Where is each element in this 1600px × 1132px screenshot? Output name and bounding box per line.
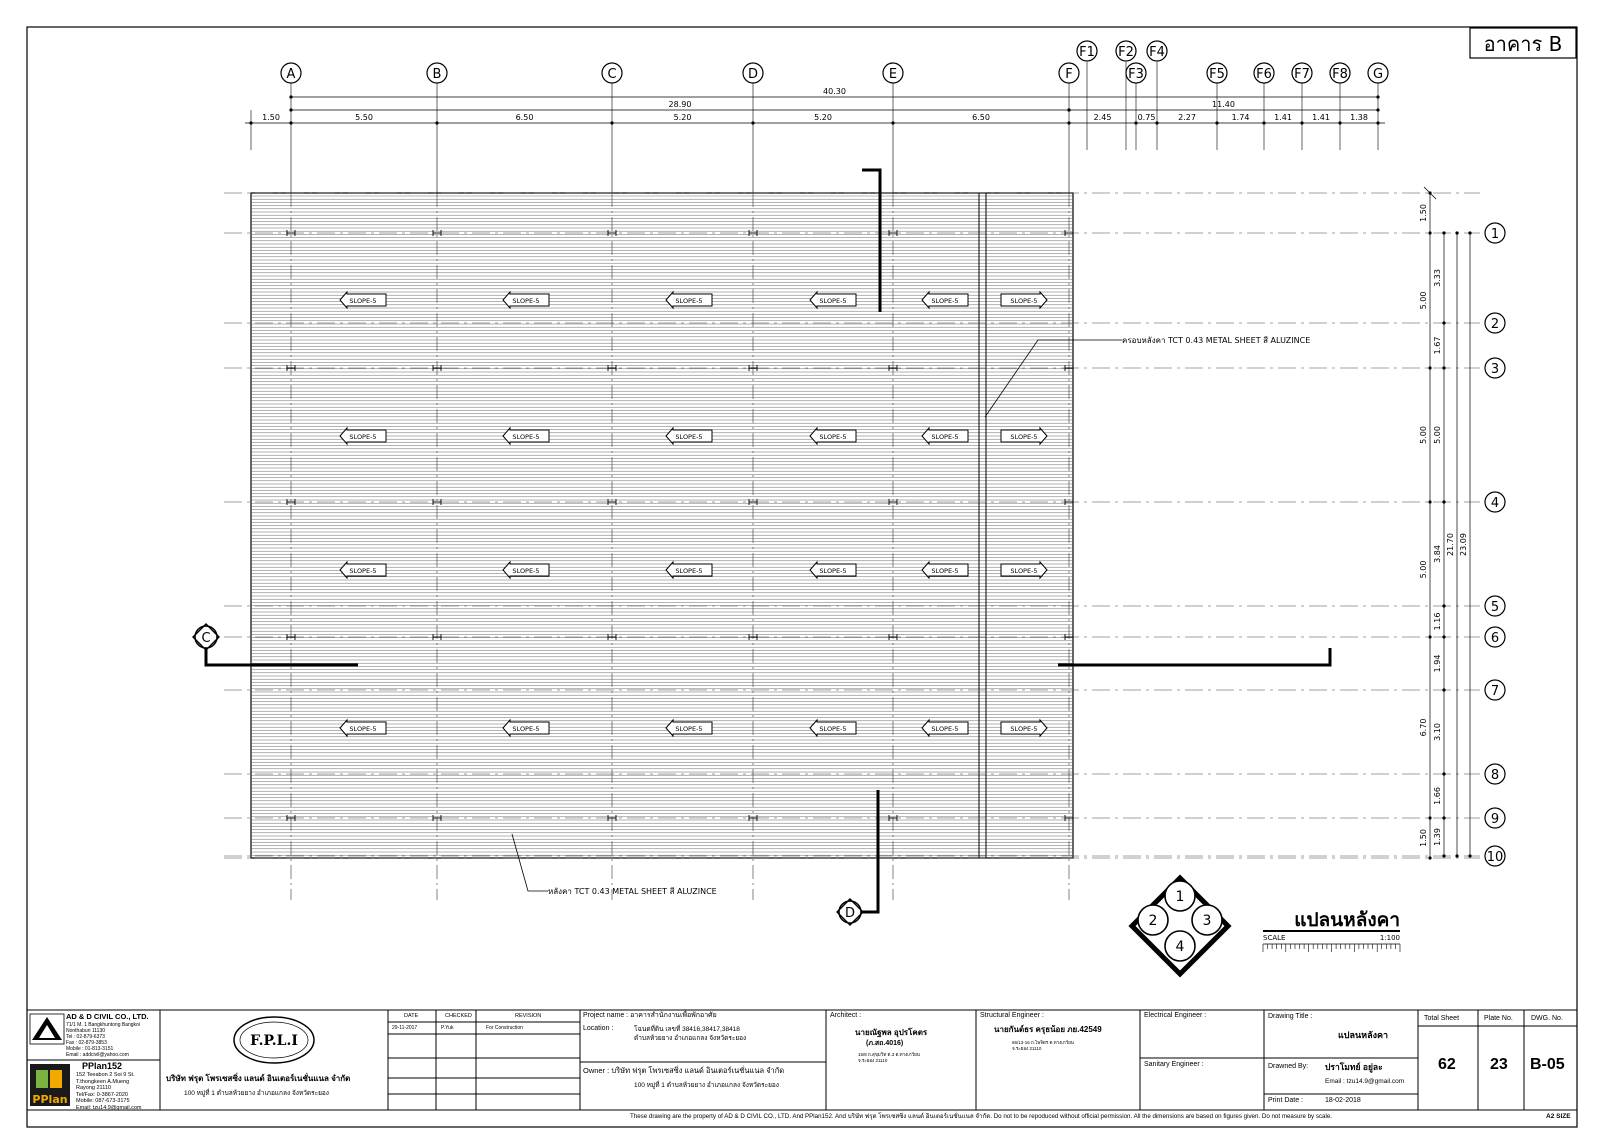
pplan-address-line: Mobile: 087-673-3175 xyxy=(76,1098,130,1105)
dim-segment-label: 5.20 xyxy=(673,113,692,122)
rev-date: 29-11-2017 xyxy=(392,1025,418,1031)
dim-right-b-label: 1.94 xyxy=(1433,654,1442,673)
grid-bubble-x-label: F4 xyxy=(1149,45,1165,60)
slope-label: SLOPE-5 xyxy=(931,725,959,733)
plate-no-value: 23 xyxy=(1490,1056,1508,1073)
section-c-label: C xyxy=(201,631,211,646)
dim-right-b-label: 3.10 xyxy=(1433,723,1442,741)
location-label: Location : xyxy=(583,1025,614,1032)
dim-segment-tick xyxy=(1376,121,1379,124)
scale-bar xyxy=(1263,944,1400,952)
architect-license: (ภ.สถ.4016) xyxy=(866,1040,904,1047)
dim-right-a-tick xyxy=(1428,856,1431,859)
dim-overall-tick xyxy=(1376,95,1379,98)
dim-right-b-tick xyxy=(1442,772,1445,775)
dim-segment-tick xyxy=(891,121,894,124)
plan-title: แปลนหลังคา xyxy=(1294,909,1400,931)
dim-right-a-label: 5.00 xyxy=(1419,426,1428,444)
key-plan-4: 4 xyxy=(1175,939,1185,955)
dim-right-a-label: 6.70 xyxy=(1419,718,1428,737)
dwg-no-label: DWG. No. xyxy=(1531,1015,1563,1022)
dim-right-a-label: 5.00 xyxy=(1419,291,1428,310)
dim-right-b-label: 5.00 xyxy=(1433,426,1442,444)
drawing-title-label: Drawing Title : xyxy=(1268,1013,1313,1020)
key-plan-1: 1 xyxy=(1175,889,1185,905)
dim-overall-label: 40.30 xyxy=(823,87,846,96)
dim-right-d-tick xyxy=(1468,231,1471,234)
structural-name: นายกันต์ธร ครุธน้อย ภย.42549 xyxy=(994,1025,1102,1034)
footer-note: These drawing are the property of AD & D CIVIL CO., LTD. And PPlan152. And บริษัท ฟรุต โพรเซสซิ่ง แลนด์ อินเตอร์เนชั่นแนล จำกัด. Do not to be repoduced without official permission. All the dimensions are based on figures given. Do not measure by scale. xyxy=(630,1113,1333,1120)
dim-segment-label: 5.20 xyxy=(814,113,832,122)
dim-segment-label: 2.45 xyxy=(1093,113,1112,122)
dim-right-c-tick xyxy=(1455,854,1458,857)
slope-label: SLOPE-5 xyxy=(349,567,377,575)
client-logo-text: F.P.L.I xyxy=(250,1033,298,1049)
dim-sub-right-tick xyxy=(1376,108,1379,111)
dim-segment-label: 0.75 xyxy=(1137,113,1156,122)
rev-header-checked: CHECKED xyxy=(445,1013,472,1019)
grid-bubble-x-label: F3 xyxy=(1128,67,1144,82)
slope-label: SLOPE-5 xyxy=(675,725,703,733)
dim-right-a-label: 1.50 xyxy=(1419,204,1428,222)
key-plan xyxy=(1132,878,1228,974)
dwg-no-value: B-05 xyxy=(1530,1056,1565,1073)
dim-right-a-tick xyxy=(1428,366,1431,369)
firm-address-line: Nonthaburi 11130 xyxy=(66,1028,106,1034)
total-sheet-value: 62 xyxy=(1438,1056,1456,1073)
pplan-logo xyxy=(30,1064,70,1106)
pplan-logo-text: PPlan xyxy=(32,1093,68,1106)
key-plan-2: 2 xyxy=(1148,913,1158,929)
dim-right-a-label: 5.00 xyxy=(1419,560,1428,579)
dim-sub-right-label: 11.40 xyxy=(1212,100,1235,109)
architect-label: Architect : xyxy=(830,1012,862,1019)
dim-right-b-tick xyxy=(1442,321,1445,324)
dim-right-b-tick xyxy=(1442,688,1445,691)
dim-right-d-label: 23.09 xyxy=(1459,533,1468,556)
dim-right-b-label: 3.33 xyxy=(1433,269,1442,287)
rev-checked: P.Yuk xyxy=(441,1025,454,1031)
key-plan-3: 3 xyxy=(1202,913,1212,929)
architect-note xyxy=(858,1052,920,1064)
structural-note-line: 66/13-16 ถ.ไพจิตร ต.ทางเกวียน xyxy=(1012,1040,1074,1045)
location-line: ตำบลห้วยยาง อำเภอแกลง จังหวัดระยอง xyxy=(634,1035,747,1043)
grid-bubble-x-label: E xyxy=(888,67,898,82)
firm-address xyxy=(66,1022,140,1058)
grid-bubble-x-label: G xyxy=(1372,67,1384,82)
electrical-label: Electrical Engineer : xyxy=(1144,1012,1207,1019)
slope-label: SLOPE-5 xyxy=(1010,297,1038,305)
client-name: บริษัท ฟรุต โพรเซสซิ่ง แลนด์ อินเตอร์เนชั่นแนล จำกัด xyxy=(166,1074,351,1083)
rev-header-revision: REVISION xyxy=(515,1013,542,1019)
roof-sheeting xyxy=(251,193,1073,858)
firm-address-line: Fax : 02-879-3853 xyxy=(66,1040,107,1046)
slope-label: SLOPE-5 xyxy=(931,433,959,441)
rev-header-date: DATE xyxy=(404,1013,419,1019)
dim-segment-label: 1.41 xyxy=(1274,113,1292,122)
pplan-address-line: T.thongkeen A.Mueng xyxy=(76,1078,130,1085)
slope-label: SLOPE-5 xyxy=(675,433,703,441)
dim-right-b-tick xyxy=(1442,366,1445,369)
dim-right-b-tick xyxy=(1442,854,1445,857)
dim-sub-left-label: 28.90 xyxy=(668,100,692,109)
grid-bubble-y-label: 3 xyxy=(1490,362,1500,377)
dim-segment-tick xyxy=(1067,121,1070,124)
dim-segment-label: 1.74 xyxy=(1231,113,1250,122)
building-label: อาคาร B xyxy=(1483,32,1563,56)
ridge-cap-label: ครอบหลังคา TCT 0.43 METAL SHEET สี ALUZINCE xyxy=(1122,336,1311,345)
pplan-address-line: 152 Teeabon 2 Soi 9 St. xyxy=(76,1072,135,1078)
scale-label: SCALE xyxy=(1263,934,1286,942)
dim-right-b-tick xyxy=(1442,604,1445,607)
slope-label: SLOPE-5 xyxy=(349,433,377,441)
firm-address-line: Mobile : 01-813-3151 xyxy=(66,1046,114,1052)
sanitary-label: Sanitary Engineer : xyxy=(1144,1061,1204,1068)
grid-bubble-x-label: D xyxy=(747,67,759,82)
plate-no-label: Plate No. xyxy=(1484,1015,1513,1022)
dim-right-b-label: 1.16 xyxy=(1433,612,1442,631)
grid-bubble-y-label: 8 xyxy=(1490,768,1500,783)
architect-name: นายณัฐพล อุปรโคตร xyxy=(855,1028,928,1037)
grid-bubble-y-label: 5 xyxy=(1490,600,1500,615)
dim-right-a-tick xyxy=(1428,816,1431,819)
slope-label: SLOPE-5 xyxy=(819,433,847,441)
project-name: อาคารสำนักงานเพื่อพักอาศัย xyxy=(630,1012,717,1019)
slope-label: SLOPE-5 xyxy=(1010,567,1038,575)
dim-overall-tick xyxy=(289,95,292,98)
dim-segment-tick xyxy=(249,121,252,124)
total-sheet-label: Total Sheet xyxy=(1424,1015,1460,1022)
print-date: 18-02-2018 xyxy=(1325,1097,1361,1104)
slope-label: SLOPE-5 xyxy=(1010,725,1038,733)
grid-bubble-y-label: 9 xyxy=(1490,812,1500,827)
structural-label: Structural Engineer : xyxy=(980,1012,1044,1019)
slope-label: SLOPE-5 xyxy=(512,567,540,575)
dim-segment-label: 2.27 xyxy=(1178,113,1196,122)
grid-bubble-x-label: B xyxy=(432,67,442,82)
owner-label: Owner : xyxy=(583,1066,610,1075)
dim-segment-tick xyxy=(435,121,438,124)
slope-label: SLOPE-5 xyxy=(675,567,703,575)
slope-label: SLOPE-5 xyxy=(819,297,847,305)
dim-right-b-label: 3.84 xyxy=(1433,545,1442,563)
drawn-label: Drawned By: xyxy=(1268,1063,1309,1070)
dim-right-c-tick xyxy=(1455,231,1458,234)
dim-right-b-tick xyxy=(1442,635,1445,638)
slope-label: SLOPE-5 xyxy=(931,297,959,305)
firm-name: AD & D CIVIL CO., LTD. xyxy=(66,1012,149,1021)
slope-label: SLOPE-5 xyxy=(819,725,847,733)
slope-label: SLOPE-5 xyxy=(1010,433,1038,441)
slope-label: SLOPE-5 xyxy=(675,297,703,305)
dim-right-c-label: 21.70 xyxy=(1446,533,1455,556)
drawing-title: แปลนหลังคา xyxy=(1338,1030,1389,1040)
grid-bubble-x-label: F xyxy=(1065,67,1073,82)
dim-sub-left-tick xyxy=(289,108,292,111)
firm-address-line: 71/1 M. 1 Bangkhuntong Bangkoi xyxy=(66,1022,140,1028)
grid-bubble-y-label: 10 xyxy=(1486,850,1504,865)
dim-right-a-tick xyxy=(1428,500,1431,503)
slope-label: SLOPE-5 xyxy=(819,567,847,575)
grid-bubble-x-label: A xyxy=(286,67,296,82)
dim-segment-label: 5.50 xyxy=(355,113,373,122)
drawn-name: ปราโมทย์ อยู่ละ xyxy=(1325,1062,1383,1072)
grid-bubble-y-label: 6 xyxy=(1490,631,1500,646)
dim-segment-tick xyxy=(1155,121,1158,124)
dim-right-b-label: 1.39 xyxy=(1433,828,1442,846)
slope-label: SLOPE-5 xyxy=(512,725,540,733)
dim-segment-tick xyxy=(289,121,292,124)
dim-right-d-tick xyxy=(1468,854,1471,857)
pplan-address-line: Email: tzu14.9@gmail.com xyxy=(76,1104,142,1111)
pplan-name: PPlan152 xyxy=(82,1061,123,1071)
dim-segment-label: 1.41 xyxy=(1312,113,1330,122)
dim-right-b-label: 1.67 xyxy=(1433,336,1442,355)
owner-address: 100 หมู่ที่ 1 ตำบลห้วยยาง อำเภอแกลง จังหวัดระยอง xyxy=(634,1082,779,1089)
dim-segment-tick xyxy=(610,121,613,124)
pplan-address-line: Rayong 21110 xyxy=(76,1085,111,1092)
dim-right-b-tick xyxy=(1442,231,1445,234)
paper-size: A2 SIZE xyxy=(1546,1113,1571,1120)
slope-label: SLOPE-5 xyxy=(931,567,959,575)
plan-title-block xyxy=(1263,909,1400,952)
location-line: โฉนดที่ดิน เลขที่ 38416,38417,38418 xyxy=(634,1026,740,1033)
firm-address-line: Tel : 02-879-6373 xyxy=(66,1034,105,1040)
dim-right-b-tick xyxy=(1442,816,1445,819)
project-row xyxy=(583,1012,717,1021)
grid-bubble-y-label: 4 xyxy=(1490,496,1500,511)
slope-label: SLOPE-5 xyxy=(512,433,540,441)
section-d-label: D xyxy=(844,906,856,921)
building-tag xyxy=(1470,28,1576,58)
grid-bubble-y-label: 1 xyxy=(1490,227,1500,242)
architect-note-line: 15/8 ถ.สุขุมวิท ต.3 ต.ทางเกวียน xyxy=(858,1052,920,1057)
structural-note-line: จ.ระยอง 21110 xyxy=(1012,1045,1042,1051)
dim-segment-label: 1.38 xyxy=(1350,113,1368,122)
location-lines xyxy=(634,1025,746,1043)
grid-bubble-x-label: F5 xyxy=(1209,67,1225,82)
roof-sheet-label: หลังคา TCT 0.43 METAL SHEET สี ALUZINCE xyxy=(548,887,717,896)
owner-row xyxy=(583,1066,784,1075)
dim-right-a-label: 1.50 xyxy=(1419,829,1428,847)
dim-segment-label: 6.50 xyxy=(972,113,990,122)
dim-segment-tick xyxy=(1338,121,1341,124)
grid-bubble-x-label: C xyxy=(607,67,617,82)
slope-label: SLOPE-5 xyxy=(349,297,377,305)
slope-label: SLOPE-5 xyxy=(349,725,377,733)
dim-segment-tick xyxy=(751,121,754,124)
client-logo xyxy=(234,1017,314,1063)
grid-bubble-x-label: F1 xyxy=(1079,45,1095,60)
grid-bubble-y-label: 2 xyxy=(1490,317,1500,332)
architect-note-line: จ.ระยอง 21110 xyxy=(858,1057,888,1063)
grid-bubble-y-label: 7 xyxy=(1490,684,1500,699)
dim-segment-label: 6.50 xyxy=(515,113,534,122)
pplan-address-line: Tel/Fax: 0-3867-2020 xyxy=(76,1091,128,1098)
dim-right-b-label: 1.66 xyxy=(1433,787,1442,805)
grid-bubble-x-label: F8 xyxy=(1332,67,1348,82)
dim-right-a-tick xyxy=(1428,231,1431,234)
drawn-email: Email : tzu14.9@gmail.com xyxy=(1325,1078,1405,1085)
client-address: 100 หมู่ที่ 1 ตำบลห้วยยาง อำเภอแกลง จังหวัดระยอง xyxy=(184,1090,329,1097)
dim-segment-tick xyxy=(1215,121,1218,124)
dim-right-b-tick xyxy=(1442,500,1445,503)
scale-value: 1:100 xyxy=(1379,934,1400,942)
grid-bubble-x-label: F2 xyxy=(1118,45,1134,60)
dim-sub-right-tick xyxy=(1067,108,1070,111)
grid-bubble-x-label: F7 xyxy=(1294,67,1310,82)
rev-note: For Construction xyxy=(486,1025,523,1031)
firm-logo xyxy=(30,1014,64,1044)
firm-address-line: Email : addcivil@yahoo.com xyxy=(66,1052,129,1058)
project-label: Project name : xyxy=(583,1012,629,1019)
print-date-label: Print Date : xyxy=(1268,1097,1304,1104)
structural-note xyxy=(1012,1040,1074,1052)
pplan-address xyxy=(76,1072,142,1112)
slope-label: SLOPE-5 xyxy=(512,297,540,305)
owner-name: บริษัท ฟรุต โพรเซสซิ่ง แลนด์ อินเตอร์เนชั่นแนล จำกัด xyxy=(611,1066,785,1075)
dim-segment-tick xyxy=(1262,121,1265,124)
dim-right-a-tick xyxy=(1428,635,1431,638)
dim-segment-tick xyxy=(1300,121,1303,124)
grid-bubble-x-label: F6 xyxy=(1256,67,1272,82)
dim-segment-label: 1.50 xyxy=(262,113,280,122)
